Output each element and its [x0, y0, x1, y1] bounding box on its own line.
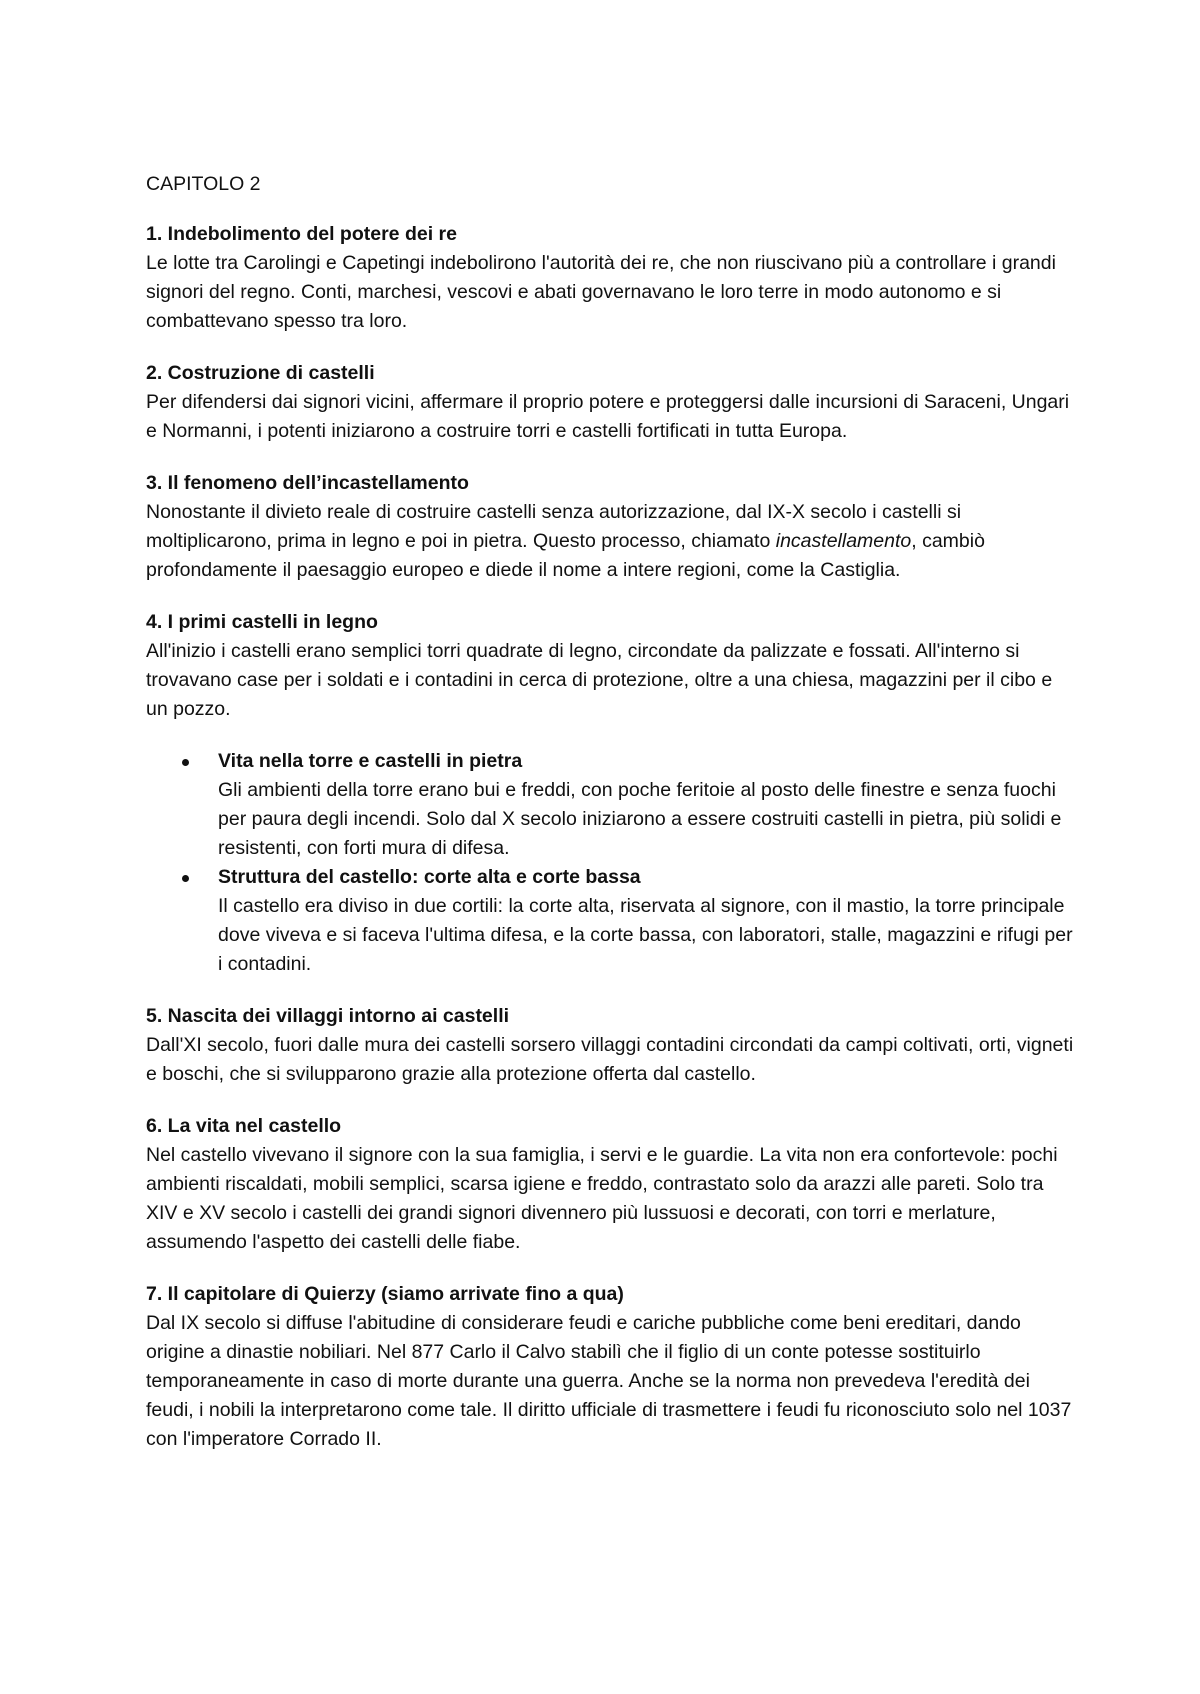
section-2 [146, 359, 1076, 446]
list-item [218, 863, 1076, 979]
bullet-point-icon [182, 759, 189, 766]
section-heading: 3. Il fenomeno dell’incastellamento [146, 472, 469, 494]
section-1 [146, 220, 1076, 336]
section-6 [146, 1112, 1076, 1257]
section-heading: 6. La vita nel castello [146, 1115, 342, 1137]
section-body: Nel castello vivevano il signore con la sua famiglia, i servi e le guardie. La vita non era confortevole: pochi ambienti riscaldati, mobili semplici, scarsa igiene e freddo, contrastato solo da arazzi alle pareti. Solo tra XIV e XV secolo i castelli dei grandi signori divennero più lussuosi e decorati, con torri e merlature, assumendo l'aspetto dei castelli delle fiabe. [146, 1144, 1058, 1253]
section-4 [146, 608, 1076, 724]
section-body: Dal IX secolo si diffuse l'abitudine di considerare feudi e cariche pubbliche come beni ereditari, dando origine a dinastie nobiliari. Nel 877 Carlo il Calvo stabilì che il figlio di un conte potesse sostituirlo temporaneamente in caso di morte durante una guerra. Anche se la norma non prevedeva l'eredità dei feudi, i nobili la interpretarono come tale. Il diritto ufficiale di trasmettere i feudi fu riconosciuto solo nel 1037 con l'imperatore Corrado II. [146, 1312, 1072, 1450]
section-heading: 7. Il capitolare di Quierzy (siamo arrivate fino a qua) [146, 1283, 624, 1305]
section-body-text: Nonostante il divieto reale di costruire castelli senza autorizzazione, dal IX-X secolo i castelli si moltiplicarono, prima in legno e poi in pietra. Questo processo, chiamato [146, 501, 962, 552]
section-5 [146, 1002, 1076, 1089]
section-body-text: , cambiò profondamente il paesaggio europeo e diede il nome a intere regioni, come la Castiglia. [146, 530, 985, 581]
section-heading: 2. Costruzione di castelli [146, 362, 375, 384]
section-7 [146, 1280, 1076, 1454]
document-title: CAPITOLO 2 [146, 173, 261, 195]
bullet-list [146, 747, 1076, 979]
section-body [146, 498, 1076, 585]
section-heading: 4. I primi castelli in legno [146, 611, 378, 633]
section-body: All'inizio i castelli erano semplici torri quadrate di legno, circondate da palizzate e fossati. All'interno si trovavano case per i soldati e i contadini in cerca di protezione, oltre a una chiesa, magazzini per il cibo e un pozzo. [146, 640, 1053, 720]
section-body: Le lotte tra Carolingi e Capetingi indebolirono l'autorità dei re, che non riuscivano più a controllare i grandi signori del regno. Conti, marchesi, vescovi e abati governavano le loro terre in modo autonomo e si combattevano spesso tra loro. [146, 252, 1056, 332]
section-3 [146, 469, 1076, 585]
list-item-body: Il castello era diviso in due cortili: la corte alta, riservata al signore, con il mastio, la torre principale dove viveva e si faceva l'ultima difesa, e la corte bassa, con laboratori, stalle, magazzini e rifugi per i contadini. [218, 895, 1073, 975]
list-item [218, 747, 1076, 863]
section-heading: 5. Nascita dei villaggi intorno ai castelli [146, 1005, 510, 1027]
document-page [146, 170, 1076, 1477]
list-item-heading: Struttura del castello: corte alta e corte bassa [218, 866, 641, 888]
section-body: Per difendersi dai signori vicini, affermare il proprio potere e proteggersi dalle incursioni di Saraceni, Ungari e Normanni, i potenti iniziarono a costruire torri e castelli fortificati in tutta Europa. [146, 391, 1070, 442]
section-body: Dall'XI secolo, fuori dalle mura dei castelli sorsero villaggi contadini circondati da campi coltivati, orti, vigneti e boschi, che si svilupparono grazie alla protezione offerta dal castello. [146, 1034, 1074, 1085]
section-heading: 1. Indebolimento del potere dei re [146, 223, 457, 245]
list-item-heading: Vita nella torre e castelli in pietra [218, 750, 523, 772]
bullet-point-icon [182, 875, 189, 882]
emphasized-term: incastellamento [775, 530, 912, 552]
list-item-body: Gli ambienti della torre erano bui e freddi, con poche feritoie al posto delle finestre e senza fuochi per paura degli incendi. Solo dal X secolo iniziarono a essere costruiti castelli in pietra, più solidi e resistenti, con forti mura di difesa. [218, 779, 1062, 859]
